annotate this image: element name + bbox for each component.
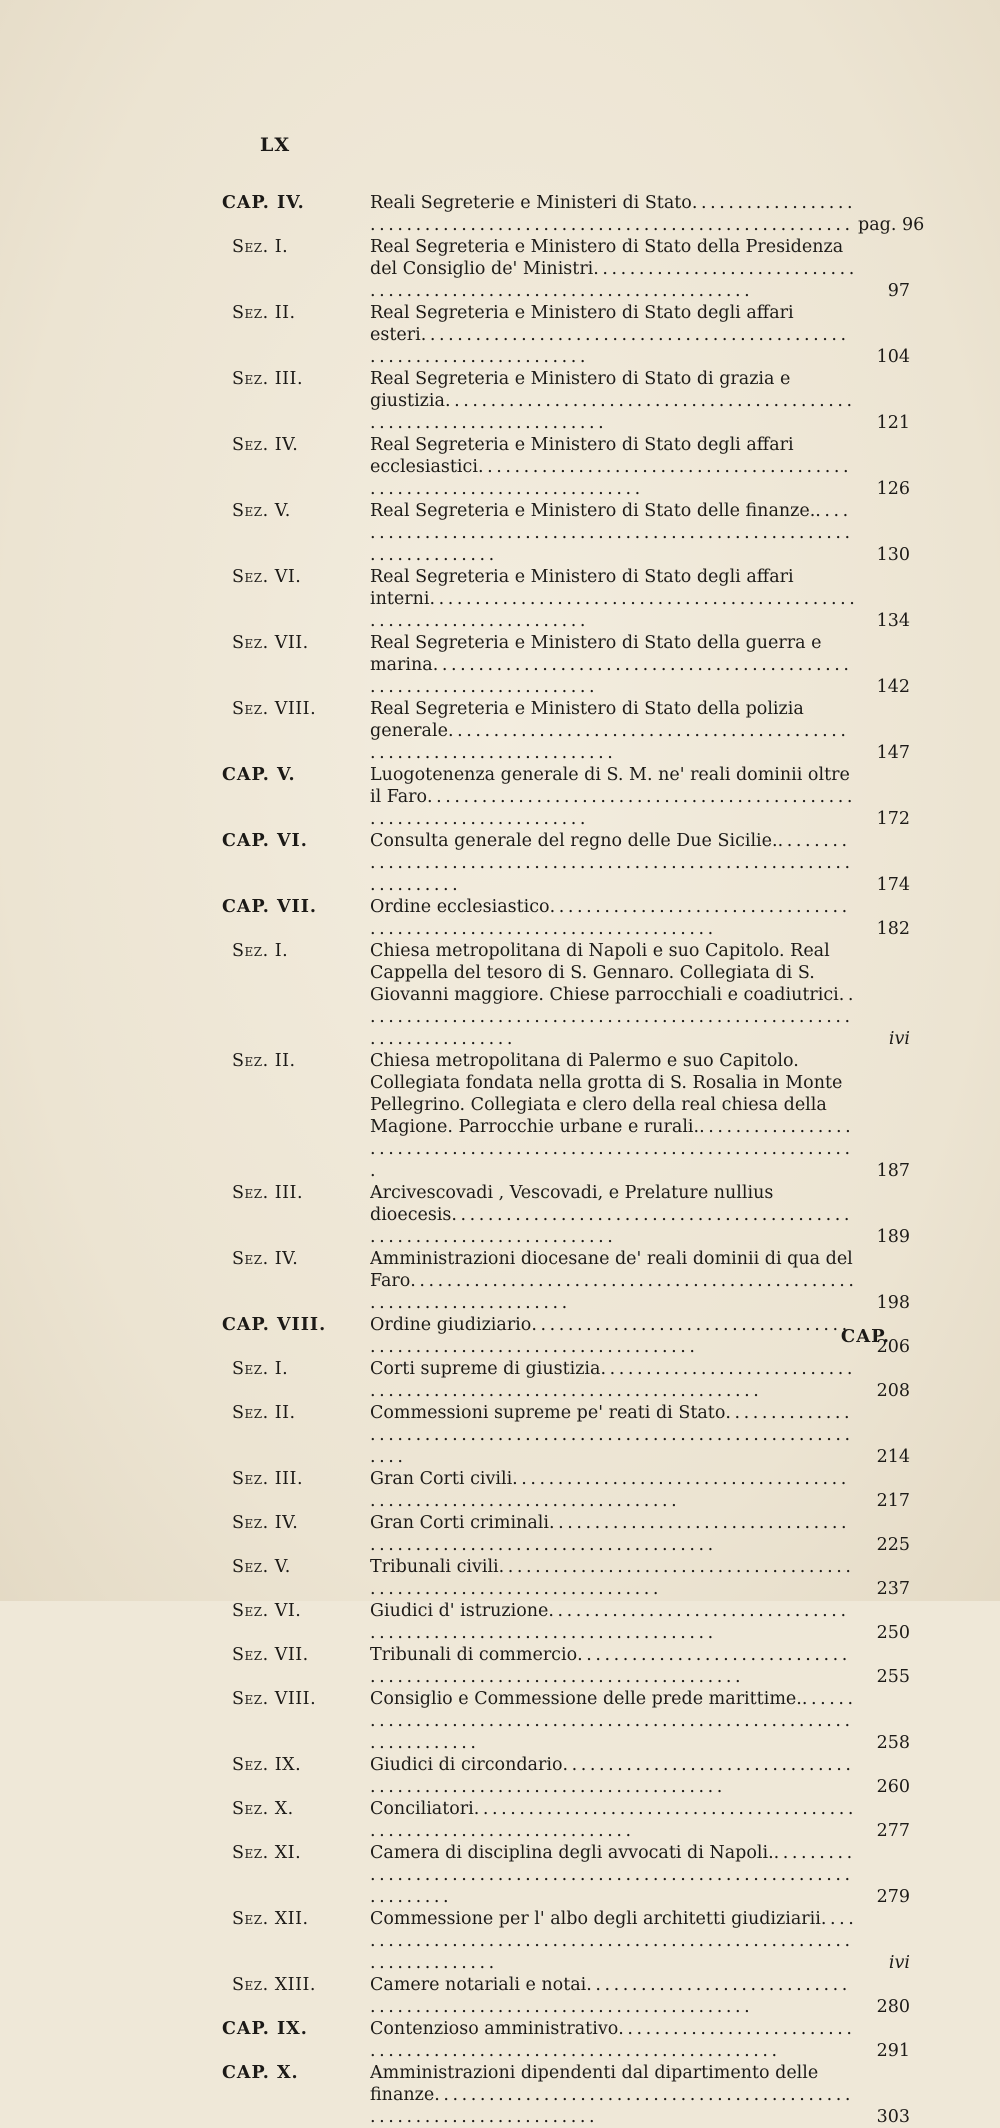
- page-number: 217: [876, 1491, 910, 1511]
- section-label: Sez. VI.: [232, 567, 302, 587]
- entry-title: Corti supreme di giustizia . . .: [370, 1358, 854, 1402]
- toc-entry: [200, 1468, 910, 1512]
- section-label: Sez. X.: [232, 1799, 294, 1819]
- section-label: Sez. XIII.: [232, 1975, 316, 1995]
- section-label: Sez. VII.: [232, 633, 309, 653]
- toc-entry: [200, 1556, 910, 1600]
- section-label: Sez. IV.: [232, 435, 299, 455]
- entry-title: Chiesa metropolitana di Napoli e suo Capitolo. Real Cappella del tesoro di S. Gennaro. Collegiata di S. Giovanni maggiore. Chiese parrocchiali e coadiutrici . . .: [370, 940, 854, 1050]
- toc-entry: [200, 1688, 910, 1754]
- section-label: Sez. II.: [232, 1051, 296, 1071]
- toc-entry: [200, 830, 910, 896]
- entry-title: Commessione per l' albo degli architetti giudiziarii . . .: [370, 1908, 854, 1974]
- section-label: Sez. I.: [232, 1359, 289, 1379]
- entry-title: Amministrazioni diocesane de' reali dominii di qua del Faro . . .: [370, 1248, 854, 1314]
- toc-entry: [200, 1842, 910, 1908]
- section-label: Sez. I.: [232, 237, 289, 257]
- toc-entry: [200, 896, 910, 940]
- page-number: 142: [876, 677, 910, 697]
- toc-entry: [200, 1050, 910, 1182]
- toc-entry: [200, 1358, 910, 1402]
- toc-entry: [200, 434, 910, 500]
- page-number: 258: [876, 1733, 910, 1753]
- toc-entry: [200, 698, 910, 764]
- entry-title: Real Segreteria e Ministero di Stato degli affari ecclesiastici . . .: [370, 434, 854, 500]
- entry-title: Contenzioso amministrativo . . .: [370, 2018, 854, 2062]
- page-number: 279: [876, 1887, 910, 1907]
- toc-entry: [200, 192, 925, 236]
- page-number: 208: [876, 1381, 910, 1401]
- toc-entry: [200, 500, 910, 566]
- page-number: 214: [876, 1447, 910, 1467]
- page-number: 187: [876, 1161, 910, 1181]
- toc-entry: [200, 1402, 910, 1468]
- page-number: 225: [876, 1535, 910, 1555]
- section-label: Sez. III.: [232, 1469, 304, 1489]
- section-label: CAP. VIII.: [222, 1315, 327, 1335]
- toc-entry: [200, 302, 910, 368]
- page-number: 255: [876, 1667, 910, 1687]
- toc-entry: [200, 236, 910, 302]
- page-number: pag. 96: [858, 215, 925, 235]
- page-number: 277: [876, 1821, 910, 1841]
- entry-title: Chiesa metropolitana di Palermo e suo Capitolo. Collegiata fondata nella grotta di S. Rosalia in Monte Pellegrino. Collegiata e clero della real chiesa della Magione. Parrocchie urbane e rurali. . . .: [370, 1050, 854, 1182]
- section-label: Sez. I.: [232, 941, 289, 961]
- toc-entry: [200, 1754, 910, 1798]
- page-number: 291: [876, 2041, 910, 2061]
- section-label: Sez. VIII.: [232, 699, 317, 719]
- section-label: CAP. VII.: [222, 897, 317, 917]
- entry-title: Real Segreteria e Ministero di Stato delle finanze. . . .: [370, 500, 854, 566]
- page-number: 97: [887, 281, 910, 301]
- page-number: ivi: [888, 1029, 910, 1049]
- section-label: CAP. IX.: [222, 2019, 308, 2039]
- section-label: CAP. VI.: [222, 831, 308, 851]
- page-number: 130: [876, 545, 910, 565]
- entry-title: Real Segreteria e Ministero di Stato degli affari esteri . . .: [370, 302, 854, 368]
- section-label: Sez. VI.: [232, 1601, 302, 1621]
- page-number: 189: [876, 1227, 910, 1247]
- entry-title: Giudici di circondario . . .: [370, 1754, 854, 1798]
- toc-entry: [200, 940, 910, 1050]
- page-number: 174: [876, 875, 910, 895]
- toc-entry: [200, 1314, 910, 1358]
- entry-title: Ordine ecclesiastico . . .: [370, 896, 854, 940]
- toc-entry: [200, 566, 910, 632]
- entry-title: Tribunali di commercio . . .: [370, 1644, 854, 1688]
- section-label: Sez. XII.: [232, 1909, 309, 1929]
- toc-entry: [200, 1248, 910, 1314]
- entry-title: Commessioni supreme pe' reati di Stato . . .: [370, 1402, 854, 1468]
- entry-title: Gran Corti criminali . . .: [370, 1512, 854, 1556]
- section-label: Sez. VII.: [232, 1645, 309, 1665]
- entry-title: Camera di disciplina degli avvocati di Napoli. . . .: [370, 1842, 854, 1908]
- entry-title: Luogotenenza generale di S. M. ne' reali dominii oltre il Faro . . .: [370, 764, 854, 830]
- entry-title: Gran Corti civili . . .: [370, 1468, 854, 1512]
- section-label: Sez. II.: [232, 303, 296, 323]
- entry-title: Arcivescovadi , Vescovadi, e Prelature nullius dioecesis . . .: [370, 1182, 854, 1248]
- section-label: CAP. V.: [222, 765, 296, 785]
- toc-entry: [200, 1182, 910, 1248]
- page-number: 147: [876, 743, 910, 763]
- page-number: 182: [876, 919, 910, 939]
- section-label: Sez. V.: [232, 501, 291, 521]
- toc-entry: [200, 1974, 910, 2018]
- toc-entry: [200, 764, 910, 830]
- entry-title: Ordine giudiziario . . .: [370, 1314, 854, 1358]
- page-number: 126: [876, 479, 910, 499]
- entry-title: Consiglio e Commessione delle prede marittime. . . .: [370, 1688, 854, 1754]
- section-label: Sez. XI.: [232, 1843, 302, 1863]
- toc-entry: [200, 2018, 910, 2062]
- table-of-contents: [200, 192, 925, 2128]
- entry-title: Real Segreteria e Ministero di Stato degli affari interni . . .: [370, 566, 854, 632]
- entry-title: Real Segreteria e Ministero di Stato della Presidenza del Consiglio de' Ministri . . .: [370, 236, 854, 302]
- page-number: 250: [876, 1623, 910, 1643]
- page-number: 172: [876, 809, 910, 829]
- entry-title: Giudici d' istruzione . . .: [370, 1600, 854, 1644]
- toc-entry: [200, 1798, 910, 1842]
- toc-entry: [200, 1908, 910, 1974]
- toc-entry: [200, 2062, 910, 2128]
- page-number: 303: [876, 2107, 910, 2127]
- toc-entry: [200, 368, 910, 434]
- entry-title: Real Segreteria e Ministero di Stato della guerra e marina . . .: [370, 632, 854, 698]
- page-number: 237: [876, 1579, 910, 1599]
- section-label: CAP. IV.: [222, 193, 305, 213]
- entry-title: Camere notariali e notai . . .: [370, 1974, 854, 2018]
- section-label: Sez. VIII.: [232, 1689, 317, 1709]
- page-number: 206: [876, 1337, 910, 1357]
- entry-title: Tribunali civili . . .: [370, 1556, 854, 1600]
- page-number: 198: [876, 1293, 910, 1313]
- entry-title: Consulta generale del regno delle Due Sicilie. . . .: [370, 830, 854, 896]
- section-label: Sez. IV.: [232, 1249, 299, 1269]
- section-label: CAP. X.: [222, 2063, 299, 2083]
- section-label: Sez. III.: [232, 1183, 304, 1203]
- page-number: 280: [876, 1997, 910, 2017]
- section-label: Sez. V.: [232, 1557, 291, 1577]
- entry-title: Reali Segreterie e Ministeri di Stato . . .: [370, 192, 854, 236]
- section-label: Sez. IV.: [232, 1513, 299, 1533]
- page-number: ivi: [888, 1953, 910, 1973]
- entry-title: Amministrazioni dipendenti dal dipartimento delle finanze . . .: [370, 2062, 854, 2128]
- toc-entry: [200, 1644, 910, 1688]
- entry-title: Real Segreteria e Ministero di Stato di grazia e giustizia . . .: [370, 368, 854, 434]
- page-number: 104: [876, 347, 910, 367]
- toc-entry: [200, 1512, 910, 1556]
- section-label: Sez. IX.: [232, 1755, 302, 1775]
- page-number: 134: [876, 611, 910, 631]
- toc-entry: [200, 1600, 910, 1644]
- section-label: Sez. II.: [232, 1403, 296, 1423]
- entry-title: Conciliatori . . .: [370, 1798, 854, 1842]
- entry-title: Real Segreteria e Ministero di Stato della polizia generale . . .: [370, 698, 854, 764]
- page-number: 260: [876, 1777, 910, 1797]
- toc-entry: [200, 632, 910, 698]
- section-label: Sez. III.: [232, 369, 304, 389]
- page-number: 121: [876, 413, 910, 433]
- catchword: CAP.: [840, 1326, 890, 1347]
- page-folio: LX: [260, 134, 291, 156]
